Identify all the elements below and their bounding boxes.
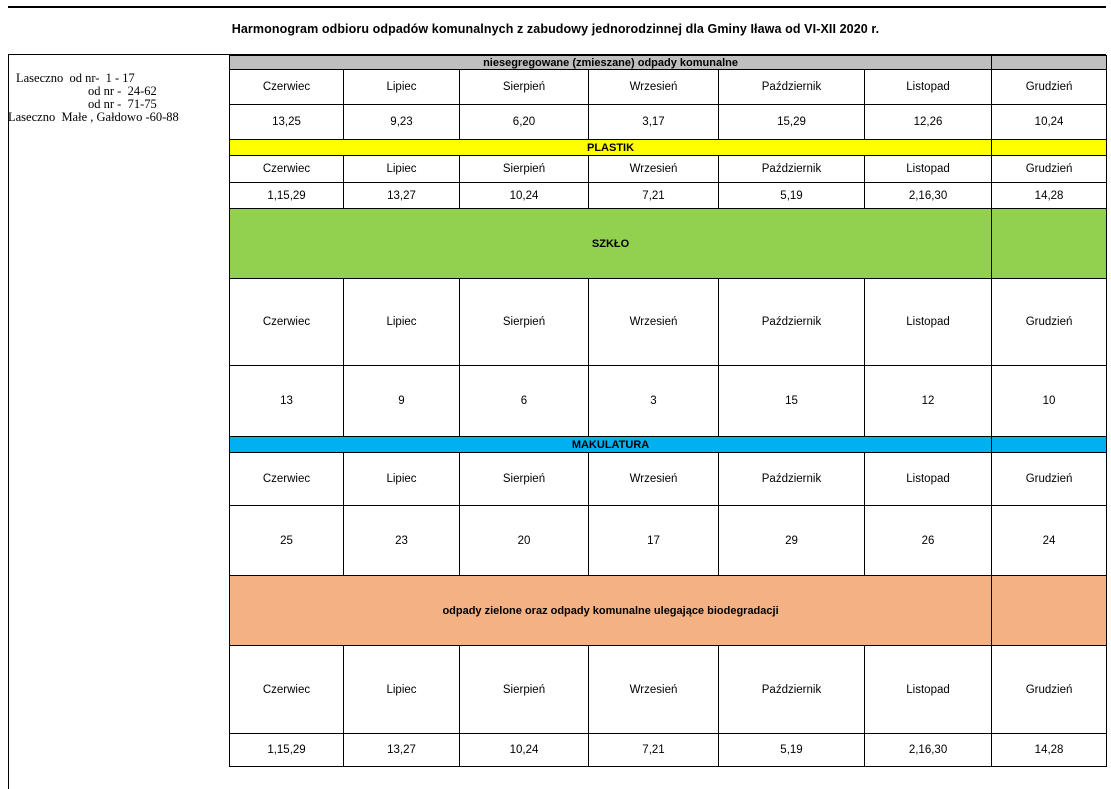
month-cell: Lipiec: [344, 646, 460, 734]
section-title: odpady zielone oraz odpady komunalne ulegające biodegradacji: [230, 576, 992, 646]
date-cell: 13: [230, 366, 344, 437]
section-title: PLASTIK: [230, 140, 992, 156]
schedule-table: [229, 55, 1107, 767]
date-cell: 24: [992, 506, 1107, 576]
month-cell: Sierpień: [460, 279, 589, 366]
section-header-bio: [230, 576, 1107, 646]
month-cell: Lipiec: [344, 156, 460, 183]
month-row: [230, 646, 1107, 734]
month-cell: Czerwiec: [230, 279, 344, 366]
date-cell: 25: [230, 506, 344, 576]
address-line: Laseczno Małe , Gałdowo -60-88: [8, 110, 179, 124]
month-cell: Grudzień: [992, 156, 1107, 183]
month-row: [230, 453, 1107, 506]
month-cell: Październik: [719, 279, 865, 366]
month-cell: Grudzień: [992, 70, 1107, 105]
month-cell: Lipiec: [344, 279, 460, 366]
date-cell: 15,29: [719, 105, 865, 140]
date-cell: 2,16,30: [865, 734, 992, 767]
section-title-spacer: [992, 140, 1107, 156]
top-rule: [8, 6, 1106, 8]
month-row: [230, 70, 1107, 105]
month-cell: Czerwiec: [230, 453, 344, 506]
section-title: SZKŁO: [230, 209, 992, 279]
month-cell: Lipiec: [344, 453, 460, 506]
month-cell: Sierpień: [460, 156, 589, 183]
page-title: Harmonogram odbioru odpadów komunalnych z zabudowy jednorodzinnej dla Gminy Iława od VI-XII 2020 r.: [231, 22, 880, 36]
month-cell: Październik: [719, 453, 865, 506]
dates-row: [230, 506, 1107, 576]
section-title-spacer: [992, 437, 1107, 453]
section-title-spacer: [992, 56, 1107, 70]
month-cell: Grudzień: [992, 453, 1107, 506]
date-cell: 7,21: [589, 734, 719, 767]
month-cell: Grudzień: [992, 646, 1107, 734]
section-title-spacer: [992, 576, 1107, 646]
month-row: [230, 156, 1107, 183]
date-cell: 15: [719, 366, 865, 437]
month-cell: Wrzesień: [589, 70, 719, 105]
date-cell: 13,27: [344, 183, 460, 209]
month-cell: Listopad: [865, 453, 992, 506]
date-cell: 9,23: [344, 105, 460, 140]
date-cell: 12: [865, 366, 992, 437]
month-cell: Lipiec: [344, 70, 460, 105]
date-cell: 23: [344, 506, 460, 576]
date-cell: 14,28: [992, 183, 1107, 209]
date-cell: 3: [589, 366, 719, 437]
address-line: od nr - 24-62: [88, 84, 157, 98]
month-cell: Czerwiec: [230, 70, 344, 105]
date-cell: 20: [460, 506, 589, 576]
left-border: [8, 54, 9, 789]
address-block: [8, 72, 228, 124]
date-cell: 10,24: [992, 105, 1107, 140]
month-row: [230, 279, 1107, 366]
month-cell: Październik: [719, 156, 865, 183]
section-header-glass: [230, 209, 1107, 279]
date-cell: 3,17: [589, 105, 719, 140]
month-cell: Wrzesień: [589, 646, 719, 734]
month-cell: Wrzesień: [589, 279, 719, 366]
month-cell: Październik: [719, 646, 865, 734]
month-cell: Wrzesień: [589, 156, 719, 183]
date-cell: 1,15,29: [230, 183, 344, 209]
month-cell: Sierpień: [460, 453, 589, 506]
section-title-spacer: [992, 209, 1107, 279]
date-cell: 14,28: [992, 734, 1107, 767]
date-cell: 10: [992, 366, 1107, 437]
dates-row: [230, 734, 1107, 767]
dates-row: [230, 105, 1107, 140]
date-cell: 26: [865, 506, 992, 576]
date-cell: 12,26: [865, 105, 992, 140]
month-cell: Sierpień: [460, 646, 589, 734]
month-cell: Listopad: [865, 70, 992, 105]
date-cell: 5,19: [719, 734, 865, 767]
date-cell: 7,21: [589, 183, 719, 209]
month-cell: Sierpień: [460, 70, 589, 105]
dates-row: [230, 366, 1107, 437]
date-cell: 5,19: [719, 183, 865, 209]
date-cell: 9: [344, 366, 460, 437]
date-cell: 2,16,30: [865, 183, 992, 209]
date-cell: 13,25: [230, 105, 344, 140]
date-cell: 17: [589, 506, 719, 576]
section-title: MAKULATURA: [230, 437, 992, 453]
section-header-mixed: [230, 56, 1107, 70]
month-cell: Listopad: [865, 156, 992, 183]
date-cell: 10,24: [460, 183, 589, 209]
date-cell: 29: [719, 506, 865, 576]
date-cell: 13,27: [344, 734, 460, 767]
month-cell: Listopad: [865, 279, 992, 366]
month-cell: Czerwiec: [230, 646, 344, 734]
month-cell: Wrzesień: [589, 453, 719, 506]
address-line: Laseczno od nr- 1 - 17: [16, 71, 135, 85]
dates-row: [230, 183, 1107, 209]
date-cell: 1,15,29: [230, 734, 344, 767]
section-title: niesegregowane (zmieszane) odpady komunalne: [230, 56, 992, 70]
address-line: od nr - 71-75: [88, 97, 157, 111]
month-cell: Listopad: [865, 646, 992, 734]
month-cell: Czerwiec: [230, 156, 344, 183]
date-cell: 6,20: [460, 105, 589, 140]
month-cell: Październik: [719, 70, 865, 105]
section-header-plastic: [230, 140, 1107, 156]
date-cell: 10,24: [460, 734, 589, 767]
section-header-paper: [230, 437, 1107, 453]
date-cell: 6: [460, 366, 589, 437]
month-cell: Grudzień: [992, 279, 1107, 366]
